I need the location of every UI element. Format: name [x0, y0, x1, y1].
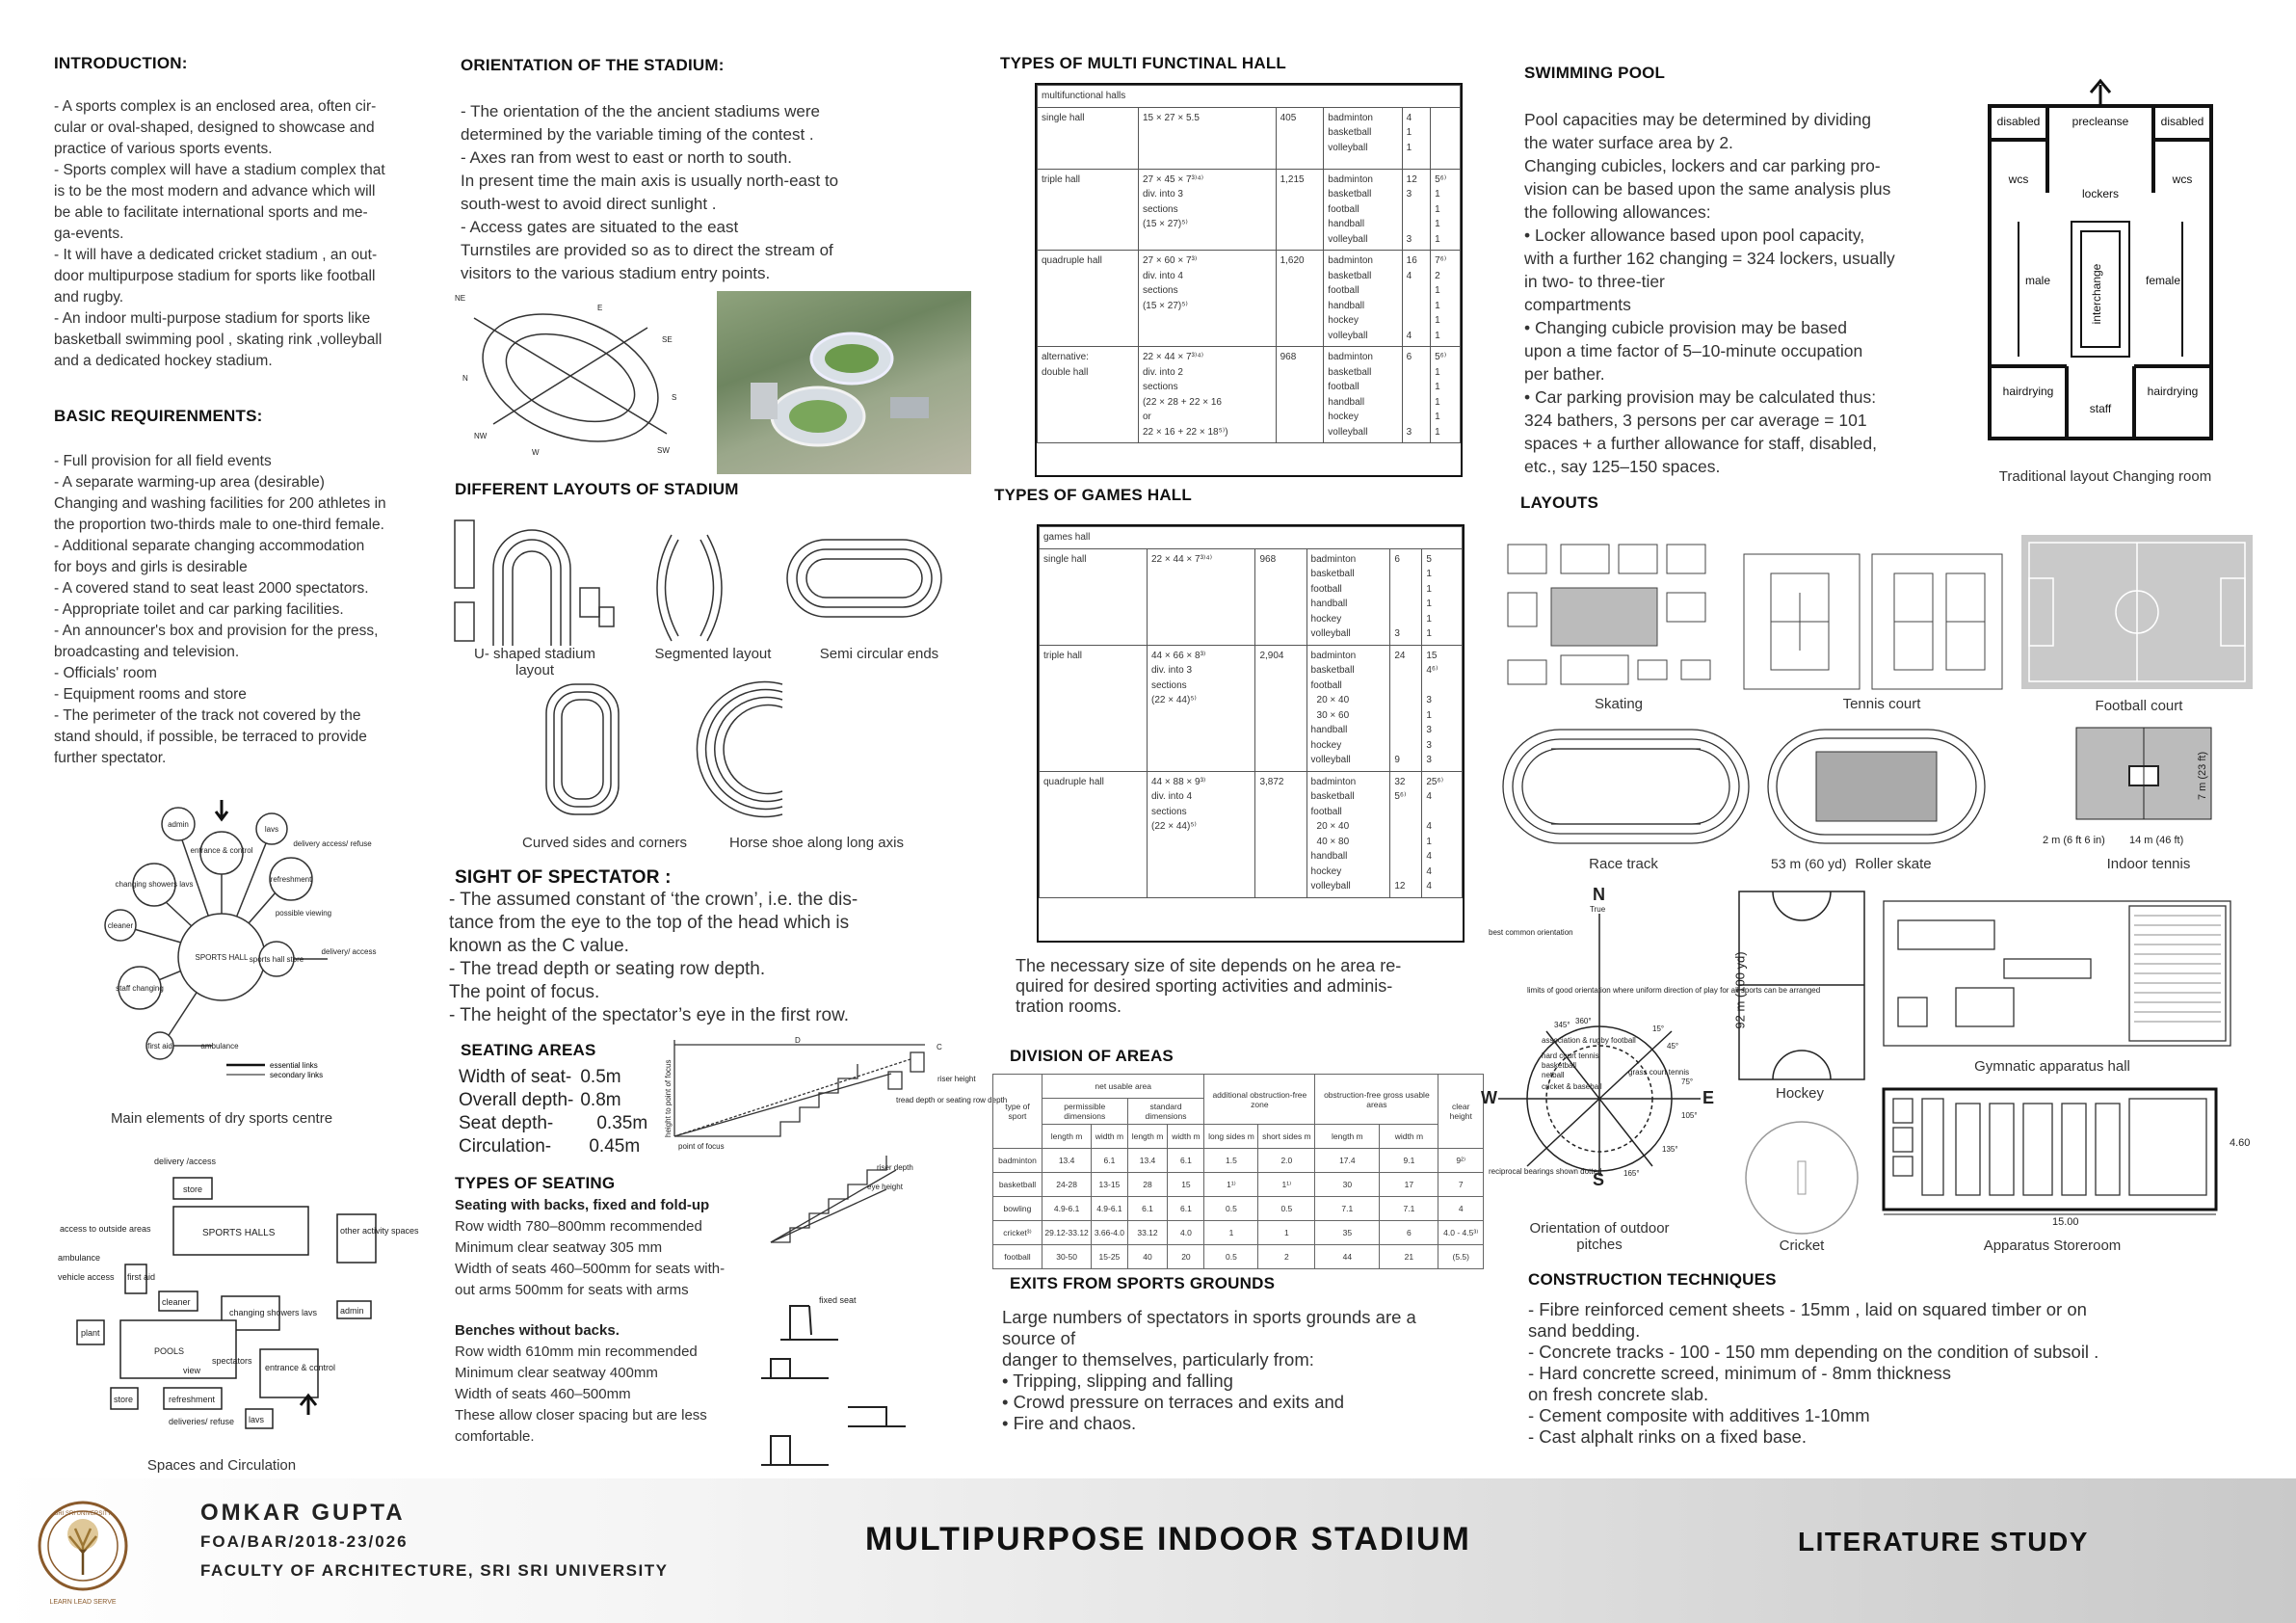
- cr-wcs-right: wcs: [2172, 173, 2193, 186]
- cr-interchange: interchange: [2090, 263, 2103, 325]
- pitch-345: 345°: [1554, 1021, 1570, 1029]
- node-first-aid: first aid: [147, 1042, 172, 1051]
- caption-semicircular: Semi circular ends: [819, 646, 939, 662]
- caption-curved: Curved sides and corners: [522, 835, 687, 851]
- apparatus-storeroom-plan: [1879, 1084, 2250, 1219]
- changing-room-plan: [1980, 77, 2221, 463]
- storeroom-dim-width: 15.00: [2052, 1216, 2079, 1228]
- pitch-e: E: [1702, 1088, 1715, 1107]
- sp-vehicle: vehicle access: [58, 1272, 115, 1282]
- sp-view: view: [183, 1366, 201, 1375]
- seating-text2: Row width 610mm min recommended Minimum clear seatway 400mm Width of seats 460–500mm These allow closer spacing but are less comfortable.: [455, 1344, 707, 1445]
- sp-entrance: entrance & control: [265, 1363, 336, 1372]
- pitch-w: W: [1481, 1088, 1497, 1107]
- cricket-plan: [1734, 1118, 1869, 1238]
- sp-ambulance: ambulance: [58, 1253, 101, 1263]
- caption-u-shaped: U- shaped stadium layout: [474, 646, 595, 678]
- node-viewing: possible viewing: [275, 909, 332, 918]
- node-staff: staff changing: [116, 984, 164, 993]
- caption-football: Football court: [2095, 698, 2183, 714]
- spaces-caption: Spaces and Circulation: [146, 1457, 297, 1474]
- caption-skating: Skating: [1594, 696, 1644, 712]
- fixed-seat-label: fixed seat: [819, 1295, 857, 1305]
- university-logo: [37, 1500, 129, 1613]
- basic-text: - Full provision for all field events - A separate warming-up area (desirable) Changing and washing facilities for 200 athletes in the proportion two-thirds male to one-third female. - Additional separate changing accommodation for boys and girls is desirable - A covered stand to seat least 2000 spectators. - Appropriate toilet and car parking facilities. - An announcer's box and provision for the press, broadcasting and television. - Officials' room - Equipment rooms and store - The perimeter of the track not covered by the stand should, if possible, be terraced to provide further spectator.: [54, 453, 386, 766]
- cr-disabled-left: disabled: [1996, 115, 2041, 128]
- pitch-hard-tennis: hard court tennis: [1542, 1051, 1599, 1060]
- sp-store: store: [183, 1184, 203, 1194]
- faculty-name: FACULTY OF ARCHITECTURE, SRI SRI UNIVERSITY: [200, 1561, 669, 1580]
- sight-heading: SIGHT OF SPECTATOR :: [455, 867, 672, 888]
- seating-sub2: Benches without backs.: [455, 1322, 620, 1339]
- node-sports-hall: SPORTS HALL: [195, 953, 249, 962]
- gymnastic-hall-plan: [1879, 891, 2250, 1055]
- pool-heading: SWIMMING POOL: [1524, 64, 1666, 82]
- changing-room-caption: Traditional layout Changing room: [1998, 468, 2212, 485]
- sp-pools: POOLS: [154, 1346, 185, 1356]
- node-entrance: entrance & control: [190, 846, 253, 855]
- caption-roller-skate: Roller skate: [1855, 856, 1932, 872]
- cr-male: male: [2024, 274, 2051, 287]
- division-table-box: [992, 1074, 1484, 1269]
- logo-motto: LEARN LEAD SERVE: [49, 1599, 117, 1606]
- pitch-cricket: cricket & baseball: [1542, 1082, 1602, 1091]
- pitch-reciprocal: reciprocal bearings shown dotted: [1489, 1167, 1602, 1176]
- cr-wcs-left: wcs: [2008, 173, 2029, 186]
- orientation-sketch: [455, 289, 686, 463]
- seating-sub1: Seating with backs, fixed and fold-up: [455, 1197, 710, 1213]
- sp-sports-halls: SPORTS HALLS: [202, 1228, 276, 1238]
- pitch-45: 45°: [1667, 1042, 1679, 1051]
- games-hall-table-box: [1037, 524, 1465, 943]
- tennis-court-plan: [1742, 535, 2007, 694]
- indoor-tennis-plan: [2057, 728, 2235, 829]
- orientation-heading: ORIENTATION OF THE STADIUM:: [461, 56, 725, 74]
- node-delivery: delivery access/ refuse: [293, 839, 372, 848]
- node-store: sports hall store: [249, 955, 304, 964]
- pitch-true: True: [1590, 905, 1606, 914]
- seating-areas-heading: SEATING AREAS: [461, 1041, 596, 1059]
- intro-heading: INTRODUCTION:: [54, 54, 188, 72]
- multi-hall-table: multifunctional halls single hall 15 × 27 × 5.5 405 badminton basketball volleyball 4 1 1 triple hall 27 × 45 × 7³⁾⁴⁾ div. into 3 sections (15 × 27)⁵⁾ 1,215 badminton basketball football handball volleyball 12 3 3 5⁶⁾ 1 1 1 1 quadruple hall 27 × 60 × 7³⁾ div. into 4 sections (15 × 27)⁵⁾ 1,620 badminton basketball football handball hockey volleyball 16 4 4 7⁶⁾ 2 1 1 1 1 alternative: double hall 22 × 44 × 7³⁾⁴⁾ div. into 2 sections (22 × 28 + 22 × 16 or 22 × 16 + 22 × 18⁵⁾) 968 badminton basketball football handball hockey volleyball 6 3 5⁶⁾ 1 1 1 1 1: [1037, 85, 1461, 443]
- node-delivery-access: delivery/ access: [321, 947, 377, 956]
- pitch-netball: netball: [1542, 1071, 1565, 1079]
- sheet-title: MULTIPURPOSE INDOOR STADIUM: [865, 1521, 1471, 1557]
- race-track-plan: [1498, 725, 1754, 848]
- games-hall-heading: TYPES OF GAMES HALL: [994, 486, 1192, 504]
- sight-text: - The assumed constant of ‘the crown’, i.e. the dis- tance from the eye to the top of the head which is known as the C value. - The tread depth or seating row depth. The point of focus. - The height of the spectator’s eye in the first row.: [449, 890, 858, 1025]
- sp-spectators: spectators: [212, 1356, 252, 1366]
- aerial-photo: [717, 291, 971, 474]
- diag-riser-depth: riser depth: [877, 1163, 913, 1172]
- multi-hall-table-box: [1035, 83, 1463, 477]
- node-cleaner: cleaner: [107, 921, 134, 930]
- roller-skate-plan: [1763, 725, 1990, 848]
- pitch-15: 15°: [1652, 1024, 1665, 1033]
- skating-plan: [1503, 535, 1727, 694]
- sp-changing: changing showers lavs: [229, 1308, 318, 1317]
- caption-gymnastic: Gymnatic apparatus hall: [1974, 1058, 2130, 1075]
- construction-text: - Fibre reinforced cement sheets - 15mm , laid on squared timber or on sand bedding. - Concrete tracks - 100 - 150 mm depending on the condition of subsoil . - Hard concrette screed, minimum of - 8mm thickness on fresh concrete slab. - Cement composite with additives 1-10mm - Cast alphalt rinks on a fixed base.: [1528, 1299, 2099, 1447]
- types-seating-heading: TYPES OF SEATING: [455, 1174, 616, 1192]
- caption-tennis: Tennis court: [1842, 696, 1921, 712]
- pitch-best: best common orientation: [1489, 928, 1573, 937]
- compass-se: SE: [662, 335, 673, 344]
- caption-horseshoe: Horse shoe along long axis: [729, 835, 904, 851]
- node-changing: changing showers lavs: [115, 880, 194, 889]
- caption-indoor-tennis: Indoor tennis: [2106, 856, 2191, 872]
- diag-riser: riser height: [937, 1075, 976, 1083]
- construction-heading: CONSTRUCTION TECHNIQUES: [1528, 1270, 1777, 1289]
- sp-delivery: delivery /access: [154, 1157, 217, 1166]
- pitch-basketball: basketball: [1542, 1061, 1577, 1070]
- pitch-135: 135°: [1662, 1145, 1678, 1154]
- sp-deliveries: deliveries/ refuse: [169, 1417, 235, 1426]
- hockey-dim: 92 m (100 yd): [1732, 951, 1748, 1029]
- division-table: type of sport net usable area additional obstruction-free zone obstruction-free gross usable areas clear height permissible dimensions standard dimensions length m width m length m width m long sides m short sides m length m width m badminton 13.4 6.1 13.4 6.1 1.5 2.0 17.4 9.1 9²⁾ basketball 24-28 13-15 28 15 1¹⁾ 1¹⁾ 30 17 7 bowling 4.9-6.1 4.9-6.1 6.1 6.1 0.5 0.5 7.1 7.1 4 cricket³⁾ 29.12-33.12 3.66-4.0 33.12 4.0 1 1 35 6 4.0 - 4.5³⁾ football 30-50 15-25 40 20 0.5 2 44 21 (5.5): [992, 1074, 1484, 1269]
- legend-essential: essential links: [270, 1061, 318, 1070]
- storeroom-dim-depth: 4.60: [2230, 1137, 2251, 1149]
- compass-e: E: [597, 304, 603, 312]
- compass-s: S: [672, 393, 677, 402]
- node-ambulance: ambulance: [200, 1042, 239, 1051]
- compass-ne: NE: [455, 294, 466, 303]
- basic-heading: BASIC REQUIRENMENTS:: [54, 407, 263, 425]
- cr-hairdrying-right: hairdrying: [2147, 385, 2199, 398]
- dry-sports-diagram: [96, 800, 385, 1079]
- cr-staff: staff: [2089, 402, 2112, 415]
- games-hall-table: games hall single hall 22 × 44 × 7³⁾⁴⁾ 968 badminton basketball football handball hockey volleyball 6 3 5 1 1 1 1 1 triple hall 44 × 66 × 8³⁾ div. into 3 sections (22 × 44)⁵⁾ 2,904 badminton basketball football 20 × 40 30 × 60 handball hockey volleyball 24 9 15 4⁶⁾ 3 1 3 3 3 quadruple hall 44 × 88 × 9³⁾ div. into 4 sections (22 × 44)⁵⁾ 3,872 badminton basketball football 20 × 40 40 × 80 handball hockey volleyball 32 5⁶⁾ 12 25⁶⁾ 4 4 1 4 4 4: [1039, 526, 1463, 898]
- sp-outside: access to outside areas: [60, 1224, 151, 1234]
- dry-sports-caption: Main elements of dry sports centre: [110, 1110, 333, 1127]
- caption-pitch-orientation: Orientation of outdoor pitches: [1529, 1220, 1670, 1253]
- node-refreshment: refreshment: [270, 875, 312, 884]
- pitch-75: 75°: [1681, 1078, 1694, 1086]
- caption-cricket: Cricket: [1779, 1237, 1825, 1254]
- cr-lockers: lockers: [2081, 187, 2120, 200]
- sp-cleaner: cleaner: [162, 1297, 191, 1307]
- diag-focus: point of focus: [678, 1142, 725, 1151]
- hockey-plan: [1734, 891, 1869, 1084]
- cr-disabled-right: disabled: [2160, 115, 2204, 128]
- pitch-s: S: [1593, 1170, 1605, 1189]
- diag-d: D: [795, 1036, 801, 1045]
- games-hall-note: The necessary size of site depends on he area re- quired for desired sporting activities and adminis- tration rooms.: [1016, 956, 1402, 1016]
- node-admin: admin: [168, 820, 189, 829]
- seating-text1: Row width 780–800mm recommended Minimum clear seatway 305 mm Width of seats 460–500mm for seats with- out arms 500mm for seats with arms: [455, 1218, 726, 1298]
- logo-text: SRI SRI UNIVERSITY: [54, 1511, 112, 1517]
- sp-refreshment: refreshment: [169, 1395, 216, 1404]
- division-heading: DIVISION OF AREAS: [1010, 1047, 1174, 1065]
- pitch-n: N: [1593, 885, 1605, 904]
- sp-store2: store: [114, 1395, 134, 1404]
- student-roll: FOA/BAR/2018-23/026: [200, 1532, 409, 1551]
- seat-profiles-sketch: [761, 1282, 963, 1475]
- pitch-165: 165°: [1623, 1169, 1640, 1178]
- cr-female: female: [2145, 274, 2181, 287]
- roller-dim: 53 m (60 yd): [1771, 856, 1847, 871]
- diag-height: height to point of focus: [664, 1059, 673, 1137]
- compass-nw: NW: [474, 432, 488, 440]
- diag-c: C: [937, 1043, 942, 1051]
- spaces-diagram: [58, 1157, 419, 1436]
- seating-areas-table: Width of seat- 0.5m Overall depth- 0.8m Seat depth- 0.35m Circulation- 0.45m: [459, 1067, 648, 1157]
- caption-hockey: Hockey: [1775, 1085, 1825, 1102]
- pitch-grass-tennis: grass court tennis: [1628, 1068, 1690, 1077]
- sp-lavs: lavs: [249, 1415, 265, 1424]
- sheet-subtitle: LITERATURE STUDY: [1798, 1527, 2089, 1556]
- sp-first-aid: first aid: [127, 1272, 156, 1282]
- sp-other: other activity spaces: [340, 1226, 419, 1236]
- sp-plant: plant: [81, 1328, 100, 1338]
- diag-tread: tread depth or seating row depth: [896, 1096, 1008, 1104]
- pitch-360: 360°: [1575, 1017, 1592, 1025]
- seating-section-diagram: [664, 1035, 1008, 1247]
- indoor-tennis-dim3: 7 m (23 ft): [2197, 751, 2208, 800]
- student-name: OMKAR GUPTA: [200, 1500, 406, 1526]
- pitch-limits: limits of good orientation where uniform direction of play for all sports can be arranged: [1527, 986, 1821, 995]
- diag-eye: eye height: [867, 1183, 903, 1191]
- multi-hall-heading: TYPES OF MULTI FUNCTINAL HALL: [1000, 54, 1286, 72]
- football-court-plan: [2021, 535, 2253, 694]
- compass-sw: SW: [657, 446, 670, 455]
- layouts-heading: LAYOUTS: [1520, 493, 1599, 512]
- layouts-stadium-heading: DIFFERENT LAYOUTS OF STADIUM: [455, 480, 739, 498]
- cr-precleanse: precleanse: [2072, 115, 2129, 128]
- caption-storeroom: Apparatus Storeroom: [1983, 1237, 2122, 1254]
- caption-segmented: Segmented layout: [654, 646, 772, 662]
- sp-admin: admin: [340, 1306, 364, 1316]
- caption-race-track: Race track: [1589, 856, 1658, 872]
- legend-secondary: secondary links: [270, 1071, 324, 1079]
- node-lavs: lavs: [264, 825, 279, 834]
- compass-n: N: [462, 374, 468, 383]
- pitch-105: 105°: [1681, 1111, 1698, 1120]
- orientation-text: - The orientation of the the ancient stadiums were determined by the variable timing of the contest . - Axes ran from west to east or north to south. In present time the main axis is usually north-east to south-west to avoid direct sunlight . - Access gates are situated to the east Turnstiles are provided so as to direct the stream of visitors to the various stadium entry points.: [461, 102, 839, 282]
- pool-text: Pool capacities may be determined by dividing the water surface area by 2. Changing cubicles, lockers and car parking pro- vision can be based upon the same analysis plus the following allowances: • Locker allowance based upon pool capacity, with a further 162 changing = 324 lockers, usually in two- to three-tier compartments • Changing cubicle provision may be based upon a time factor of 5–10-minute occupation per bather. • Car parking provision may be calculated thus: 324 bathers, 3 persons per car average = 101 spaces + a further allowance for staff, disabled, etc., say 125–150 spaces.: [1524, 110, 1895, 476]
- pitch-football: association & rugby football: [1542, 1036, 1636, 1045]
- compass-w: W: [532, 448, 540, 457]
- exits-text: Large numbers of spectators in sports grounds are a source of danger to themselves, particularly from: • Tripping, slipping and falling • Crowd pressure on terraces and exits and • Fire and chaos.: [1002, 1307, 1416, 1433]
- exits-heading: EXITS FROM SPORTS GROUNDS: [1010, 1274, 1276, 1292]
- indoor-tennis-dim1: 2 m (6 ft 6 in): [2043, 835, 2105, 846]
- intro-text: - A sports complex is an enclosed area, often cir- cular or oval-shaped, designed to showcase and practice of various sports events. - Sports complex will have a stadium complex that is to be the most modern and advance which will be able to facilitate international sports and me- ga-events. - It will have a dedicated cricket stadium , an out- door multipurpose stadium for sports like football and rugby. - An indoor multi-purpose stadium for sports like basketball swimming pool , skating rink ,volleyball and a dedicated hockey stadium.: [54, 98, 385, 369]
- stadium-layouts-sketch: [455, 511, 965, 848]
- cr-hairdrying-left: hairdrying: [2002, 385, 2054, 398]
- indoor-tennis-dim2: 14 m (46 ft): [2129, 835, 2184, 846]
